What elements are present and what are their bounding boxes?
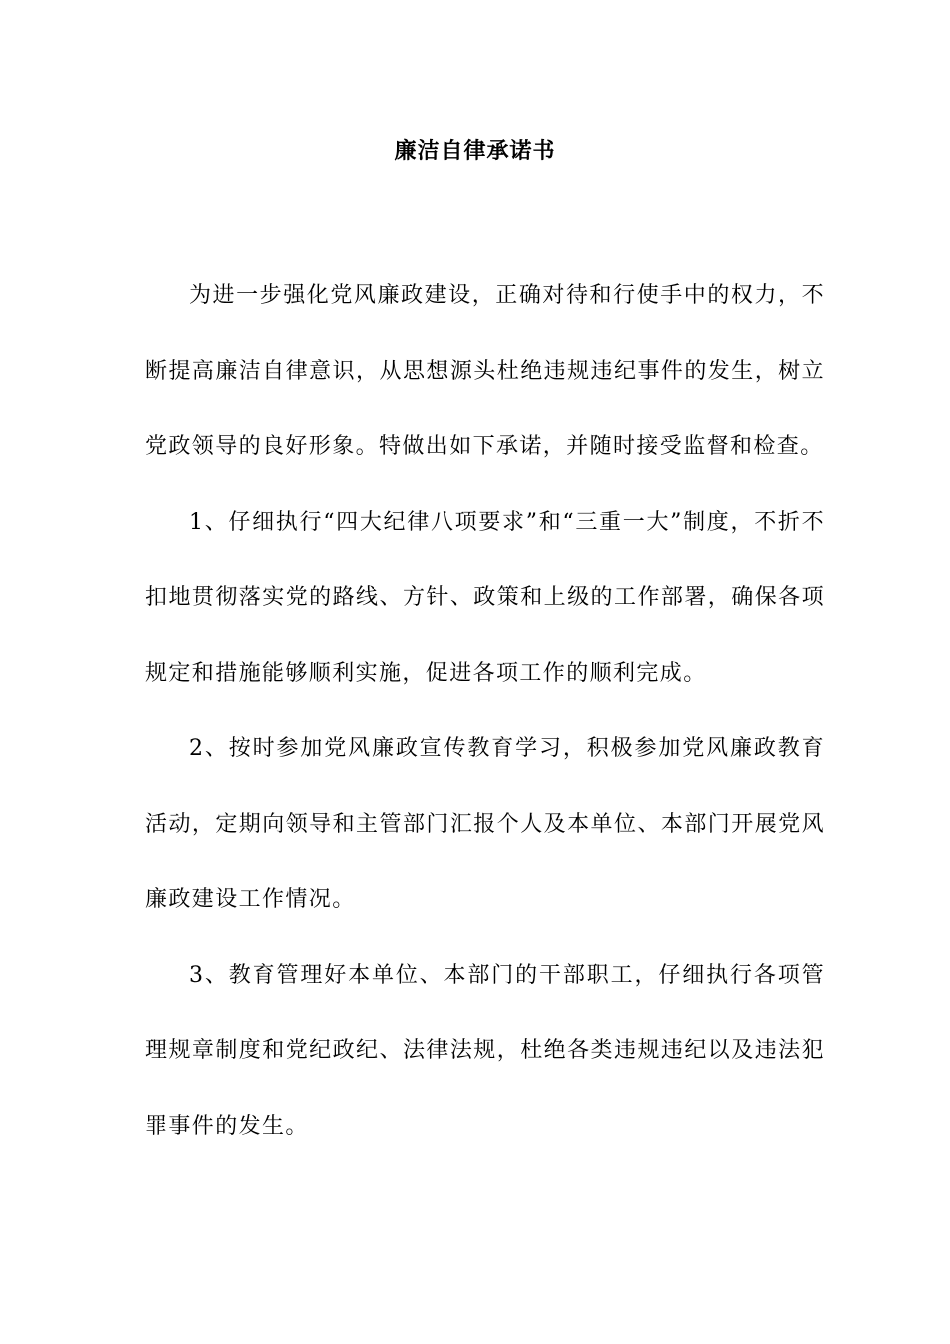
paragraph-item-3: 3、教育管理好本单位、本部门的干部职工，仔细执行各项管理规章制度和党纪政纪、法律法规，杜绝各类违规违纪以及违法犯罪事件的发生。 bbox=[145, 962, 825, 1139]
paragraph-intro: 为进一步强化党风廉政建设，正确对待和行使手中的权力，不断提高廉洁自律意识，从思想源头杜绝违规违纪事件的发生，树立党政领导的良好形象。特做出如下承诺，并随时接受监督和检查。 bbox=[145, 283, 825, 459]
document-title: 廉洁自律承诺书 bbox=[394, 139, 556, 164]
document-body bbox=[145, 258, 825, 1164]
paragraph-item-1: 1、仔细执行“四大纪律八项要求”和“三重一大”制度，不折不扣地贯彻落实党的路线、方针、政策和上级的工作部署，确保各项规定和措施能够顺利实施，促进各项工作的顺利完成。 bbox=[145, 509, 825, 686]
paragraph-item-2: 2、按时参加党风廉政宣传教育学习，积极参加党风廉政教育活动，定期向领导和主管部门汇报个人及本单位、本部门开展党风廉政建设工作情况。 bbox=[145, 736, 825, 912]
